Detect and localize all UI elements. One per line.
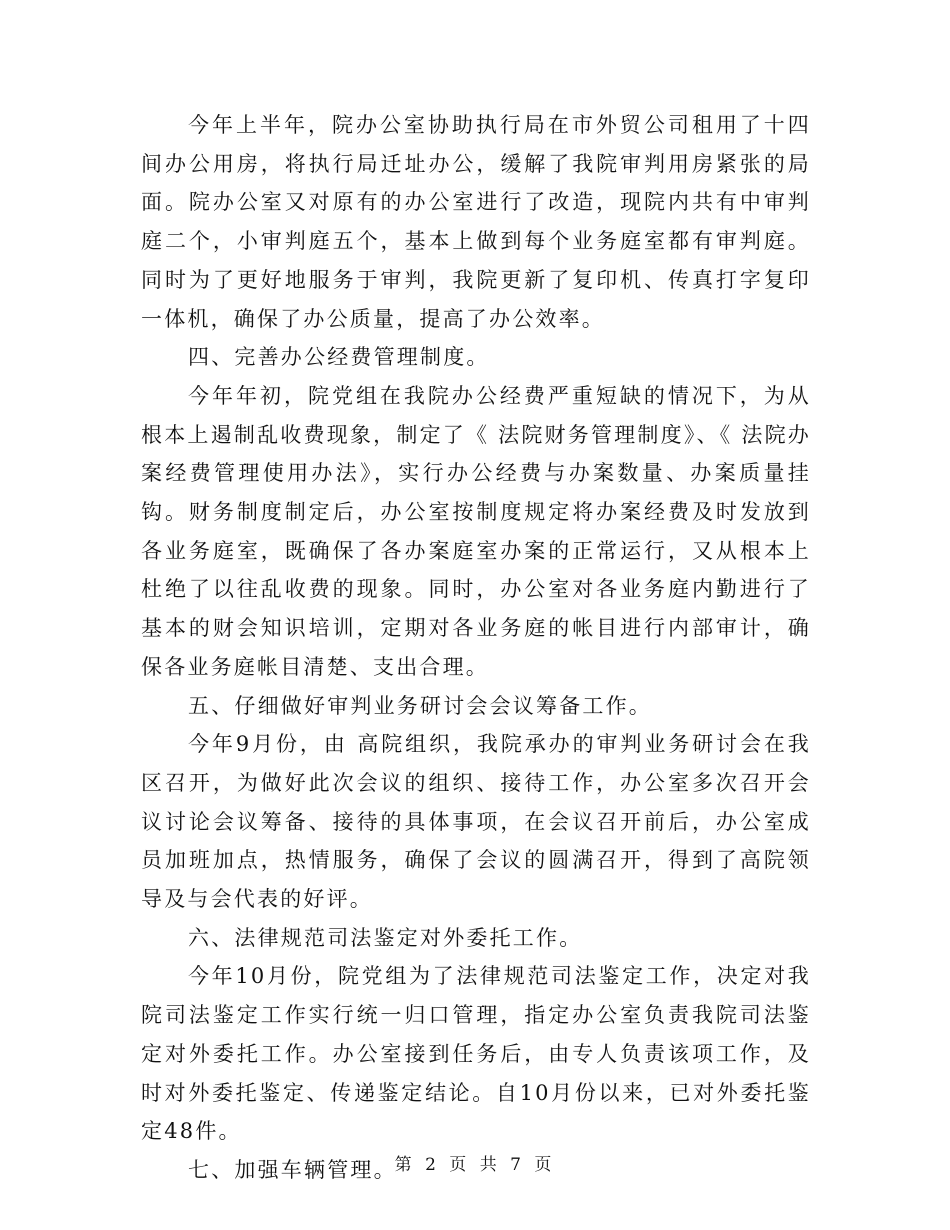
heading-section-five: 五、仔细做好审判业务研讨会会议筹备工作。 xyxy=(188,693,652,718)
footer-current-page: 2 xyxy=(425,1155,440,1175)
page-number-footer xyxy=(0,1150,950,1175)
footer-suffix: 页 xyxy=(534,1155,556,1175)
paragraph-office-renovation: 今年上半年，院办公室协助执行局在市外贸公司租用了十四间办公用房，将执行局迁址办公，缓解了我院审判用房紧张的局面。院办公室又对原有的办公室进行了改造，现院内共有中审判庭二个，小审判庭五个，基本上做到每个业务庭室都有审判庭。同时为了更好地服务于审判，我院更新了复印机、传真打字复印一体机，确保了办公质量，提高了办公效率。 xyxy=(141,113,811,331)
heading-section-seven: 七、加强车辆管理。 xyxy=(188,1157,397,1182)
paragraph-funding-management: 今年年初，院党组在我院办公经费严重短缺的情况下，为从根本上遏制乱收费现象，制定了《 法院财务管理制度》、《 法院办案经费管理使用办法》，实行办公经费与办案数量、办案质量挂钩。财务制度制定后，办公室按制度规定将办案经费及时发放到各业务庭室，既确保了各办案庭室办案的正常运行，又从根本上杜绝了以往乱收费的现象。同时，办公室对各业务庭内勤进行了基本的财会知识培训，定期对各业务庭的帐目进行内部审计，确保各业务庭帐目清楚、支出合理。 xyxy=(141,383,811,679)
heading-section-four: 四、完善办公经费管理制度。 xyxy=(188,345,490,370)
footer-mid2: 共 xyxy=(479,1155,501,1175)
document-body xyxy=(141,106,811,1190)
paragraph-judicial-appraisal: 今年10月份，院党组为了法律规范司法鉴定工作，决定对我院司法鉴定工作实行统一归口管理，指定办公室负责我院司法鉴定对外委托工作。办公室接到任务后，由专人负责该项工作，及时对外委托鉴定、传递鉴定结论。自10月份以来，已对外委托鉴定48件。 xyxy=(141,964,811,1144)
footer-total-pages: 7 xyxy=(510,1155,525,1175)
heading-section-six: 六、法律规范司法鉴定对外委托工作。 xyxy=(188,925,583,950)
footer-mid1: 页 xyxy=(449,1155,471,1175)
paragraph-conference-preparation: 今年9月份，由 高院组织，我院承办的审判业务研讨会在我区召开，为做好此次会议的组织、接待工作，办公室多次召开会议讨论会议筹备、接待的具体事项，在会议召开前后，办公室成员加班加点，热情服务，确保了会议的圆满召开，得到了高院领导及与会代表的好评。 xyxy=(141,732,811,912)
footer-prefix: 第 xyxy=(394,1155,416,1175)
